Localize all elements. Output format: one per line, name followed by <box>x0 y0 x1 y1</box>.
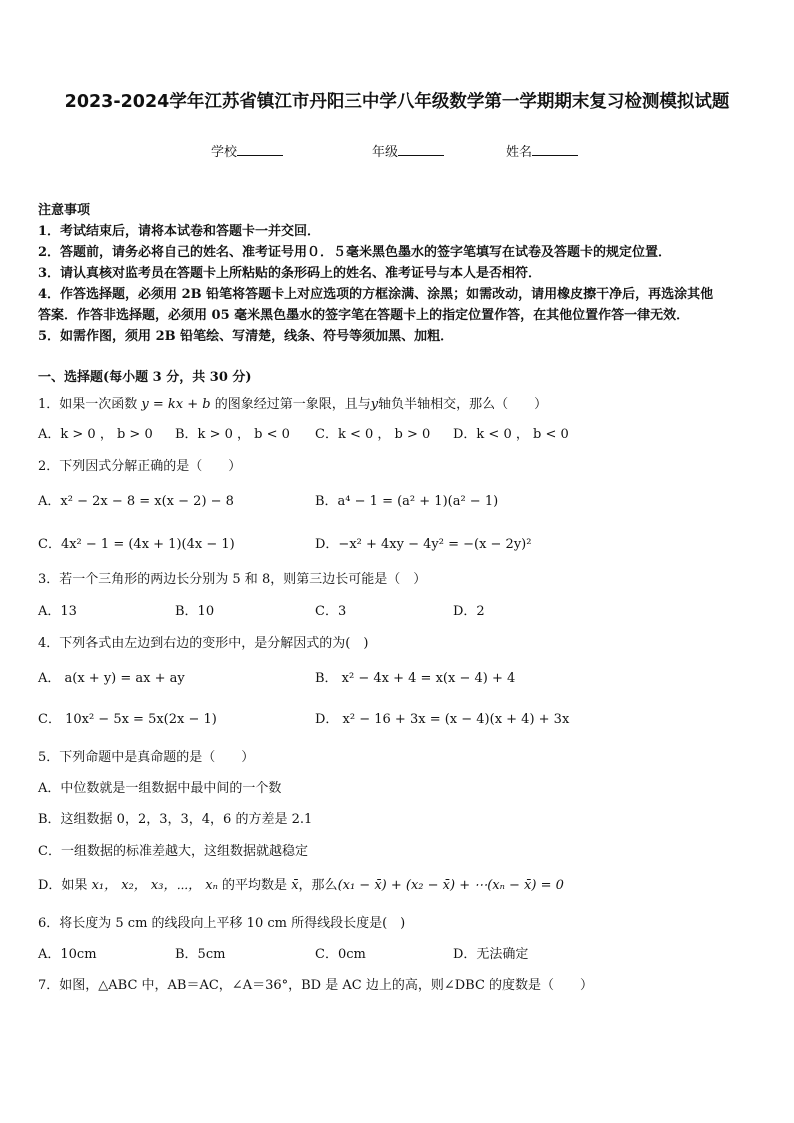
q5-option-b[interactable]: B．这组数据 0，2，3，3，4，6 的方差是 2.1 <box>38 812 313 827</box>
notice-item-1: 1．考试结束后，请将本试卷和答题卡一并交回． <box>38 224 321 239</box>
question-4-stem: 4．下列各式由左边到右边的变形中，是分解因式的为( ) <box>38 636 369 651</box>
q6-option-c[interactable]: C．0cm <box>315 947 366 962</box>
q3-option-a[interactable]: A．13 <box>38 604 77 619</box>
notice-item-4-cont: 答案．作答非选择题，必须用 05 毫米黑色墨水的签字笔在答题卡上的指定位置作答，在其他位置作答一律无效． <box>38 308 690 323</box>
q6-option-b[interactable]: B．5cm <box>175 947 226 962</box>
q4-option-c[interactable]: C． 10x² − 5x = 5x(2x − 1) <box>38 712 217 727</box>
notice-item-4: 4．作答选择题，必须用 2B 铅笔将答题卡上对应选项的方框涂满、涂黑；如需改动，请用橡皮擦干净后，再选涂其他 <box>38 287 714 302</box>
q3-option-d[interactable]: D．2 <box>453 604 485 619</box>
q2-option-b[interactable]: B．a⁴ − 1 = (a² + 1)(a² − 1) <box>315 494 499 509</box>
notice-item-3: 3．请认真核对监考员在答题卡上所粘贴的条形码上的姓名、准考证号与本人是否相符． <box>38 266 542 281</box>
name-blank[interactable] <box>532 142 578 156</box>
question-7-stem: 7．如图，△ABC 中，AB＝AC，∠A＝36°，BD 是 AC 边上的高，则∠DBC 的度数是（ ） <box>38 978 594 993</box>
q5-d-part-a: D．如果 <box>38 878 88 893</box>
q1-formula: y = kx + b <box>141 397 211 412</box>
grade-label: 年级 <box>372 145 399 160</box>
q1-option-b[interactable]: B．k > 0 ， b < 0 <box>175 427 290 442</box>
q1-yvar: y <box>370 397 379 412</box>
q1-stem-part-b: 的图象经过第一象限，且与 <box>214 397 371 412</box>
q5-d-mean: x̄ <box>291 878 299 893</box>
question-1-stem <box>38 397 547 413</box>
question-6-stem: 6．将长度为 5 cm 的线段向上平移 10 cm 所得线段长度是( ) <box>38 916 406 931</box>
q5-option-c[interactable]: C．一组数据的标准差越大，这组数据就越稳定 <box>38 844 308 859</box>
section-heading: 一、选择题(每小题 3 分，共 30 分) <box>38 370 252 385</box>
q1-stem-part-a: 1．如果一次函数 <box>38 397 138 412</box>
q5-d-formula: (x₁ − x̄) + (x₂ − x̄) + ⋯(xₙ − x̄) = 0 <box>337 878 564 893</box>
q2-option-a[interactable]: A．x² − 2x − 8 = x(x − 2) − 8 <box>38 494 234 509</box>
q5-option-d[interactable] <box>38 878 564 894</box>
q1-option-a[interactable]: A．k > 0 ， b > 0 <box>38 427 153 442</box>
question-5-stem: 5．下列命题中是真命题的是（ ） <box>38 750 255 765</box>
q2-option-c[interactable]: C．4x² − 1 = (4x + 1)(4x − 1) <box>38 537 235 552</box>
notice-heading: 注意事项 <box>38 203 91 218</box>
q1-stem-part-c: 轴负半轴相交，那么（ ） <box>378 397 548 412</box>
q1-option-c[interactable]: C．k < 0 ， b > 0 <box>315 427 431 442</box>
name-field <box>506 141 578 160</box>
q3-option-c[interactable]: C．3 <box>315 604 347 619</box>
q2-option-d[interactable]: D．−x² + 4xy − 4y² = −(x − 2y)² <box>315 537 532 552</box>
notice-item-2: 2．答题前，请务必将自己的姓名、准考证号用０．５毫米黑色墨水的签字笔填写在试卷及答题卡的规定位置． <box>38 245 672 260</box>
q5-d-part-c: ，那么 <box>298 878 338 893</box>
question-2-stem: 2．下列因式分解正确的是（ ） <box>38 459 242 474</box>
q6-option-a[interactable]: A．10cm <box>38 947 97 962</box>
name-label: 姓名 <box>506 145 533 160</box>
q4-option-b[interactable]: B． x² − 4x + 4 = x(x − 4) + 4 <box>315 671 516 686</box>
grade-field <box>372 141 444 160</box>
school-label: 学校 <box>211 145 238 160</box>
page-title: 2023-2024学年江苏省镇江市丹阳三中学八年级数学第一学期期末复习检测模拟试题 <box>64 92 730 112</box>
q1-option-d[interactable]: D．k < 0 ， b < 0 <box>453 427 569 442</box>
q5-option-a[interactable]: A．中位数就是一组数据中最中间的一个数 <box>38 781 282 796</box>
q5-d-vars: x₁， x₂， x₃，⋯， xₙ <box>91 878 218 893</box>
question-3-stem: 3．若一个三角形的两边长分别为 5 和 8，则第三边长可能是（ ） <box>38 572 427 587</box>
q3-option-b[interactable]: B．10 <box>175 604 215 619</box>
grade-blank[interactable] <box>398 142 444 156</box>
q4-option-a[interactable]: A． a(x + y) = ax + ay <box>38 671 185 686</box>
notice-item-5: 5．如需作图，须用 2B 铅笔绘、写清楚，线条、符号等须加黑、加粗． <box>38 329 454 344</box>
q5-d-part-b: 的平均数是 <box>222 878 288 893</box>
q6-option-d[interactable]: D．无法确定 <box>453 947 529 962</box>
school-blank[interactable] <box>237 142 283 156</box>
q4-option-d[interactable]: D． x² − 16 + 3x = (x − 4)(x + 4) + 3x <box>315 712 570 727</box>
school-field <box>211 141 283 160</box>
